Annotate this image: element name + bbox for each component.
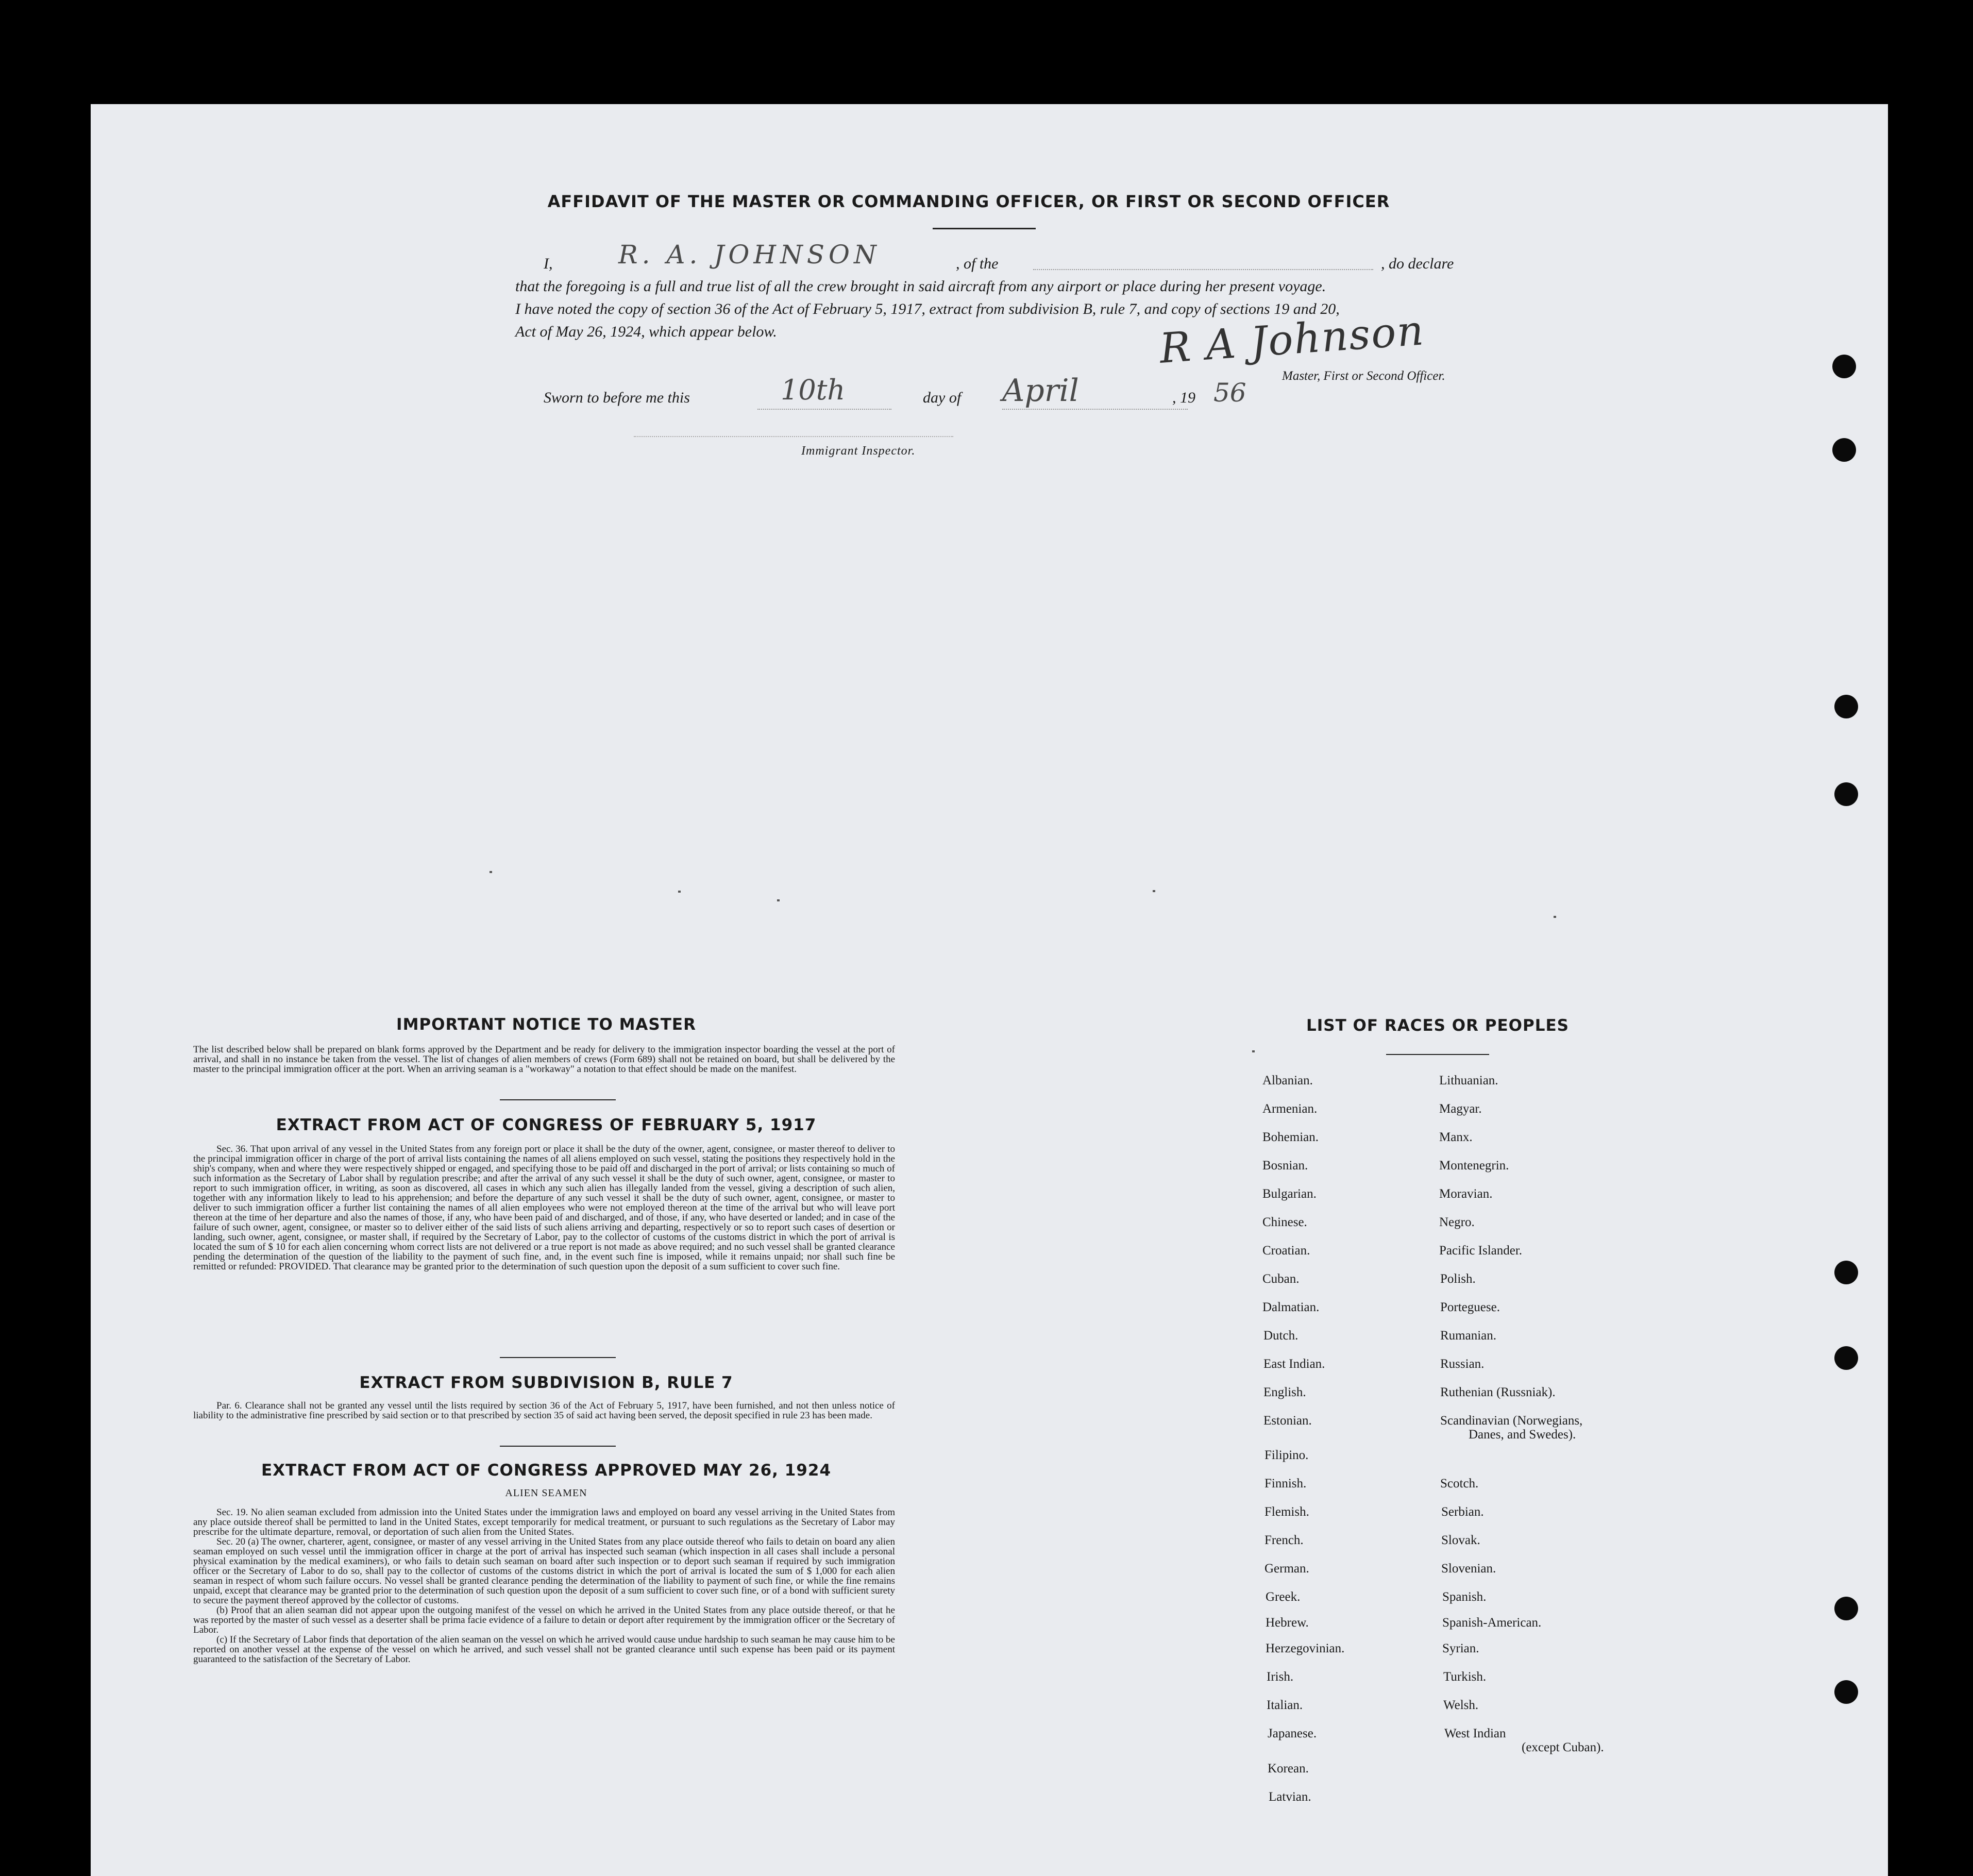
inspector-signature-line <box>634 436 953 437</box>
race-item: Russian. <box>1440 1357 1485 1371</box>
race-item: Welsh. <box>1443 1698 1479 1712</box>
punch-hole <box>1834 1597 1858 1620</box>
sworn-month: April <box>1002 373 1079 409</box>
race-item: Polish. <box>1440 1272 1476 1286</box>
title-rule <box>933 228 1036 229</box>
notice-text: The list described below shall be prepared on blank forms approved by the Department and be ready for delivery to the immigration inspector boarding the vessel at the port of arrival, and shall in no instance be taken from the vessel. The list of changes of alien members of crews (Form 689) shall not be retained on board, but shall be delivered by the master to the principal immigration officer at the port. When an arriving seaman is a "workaway" a notation to that effect should be made on the manifest. <box>193 1044 895 1075</box>
race-item: Albanian. <box>1262 1074 1313 1087</box>
signature-caption: Master, First or Second Officer. <box>1282 369 1445 383</box>
scan-speck <box>1153 890 1155 892</box>
section-rule <box>500 1446 616 1447</box>
scan-speck <box>777 899 780 901</box>
race-item: West Indian <box>1444 1727 1506 1740</box>
race-item: Scotch. <box>1440 1477 1479 1490</box>
day-line <box>757 409 891 410</box>
of-the-label: , of the <box>956 255 999 272</box>
scan-speck <box>1252 1050 1255 1052</box>
extract-1917-text: Sec. 36. That upon arrival of any vessel in the United States from any foreign port or place it shall be the duty of the owner, agent, consignee, or master thereof to deliver to the principal immigration officer in charge of the port of arrival lists containing the names of all aliens employed on such vessel, stating the positions they respectively hold in the ship's company, when and where they were respectively shipped or engaged, and specifying those to be paid off and discharged in the port of arrival; or lists containing so much of such information as the Secretary of Labor shall by regulation prescribe; and after the arrival of any such vessel it shall be the duty of such owner, agent, consignee, or master to report to such immigration officer, in writing, as soon as discovered, all cases in which any such alien has illegally landed from the vessel, giving a description of such alien, together with any information likely to lead to his apprehension; and before the departure of any such vessel it shall be the duty of such owner, agent, consignee, or master to deliver to such immigration officer a further list containing the names of all alien employees who were not employed thereon at the time of the arrival but who will leave port thereon at the time of her departure and also the names of those, if any, who have been paid of and discharged, and of those, if any, who have deserted or landed; and in case of the failure of such owner, agent, consignee, or master so to deliver either of the said lists of such aliens arriving and departing, respectively or so to report such cases of desertion or landing, such owner, agent, consignee, or master shall, if required by the Secretary of Labor, pay to the collector of customs of the customs district in which the port of arrival is located the sum of $ 10 for each alien concerning whom correct lists are not delivered or a true report is not made as above required; and no such vessel shall be granted clearance pending the determination of the question of the liability to the payment of such fine, and, in the event such fine is imposed, while it remains unpaid; nor shall such fine be remitted or refunded: PROVIDED. That clearance may be granted prior to the determination of such question upon the deposit of a sum sufficient to cover such fine. <box>193 1144 895 1272</box>
race-item: Slovenian. <box>1441 1562 1496 1576</box>
race-item: Ruthenian (Russniak). <box>1440 1385 1556 1399</box>
race-item: Montenegrin. <box>1439 1159 1509 1172</box>
extract-1924-title: EXTRACT FROM ACT OF CONGRESS APPROVED MAY 26, 1924 <box>261 1461 832 1480</box>
race-item: Bosnian. <box>1262 1159 1308 1172</box>
race-item: Cuban. <box>1262 1272 1300 1286</box>
scan-speck <box>1554 916 1556 918</box>
master-signature: R A Johnson <box>1158 306 1426 373</box>
race-item: Italian. <box>1267 1698 1303 1712</box>
race-item: Bohemian. <box>1262 1130 1319 1144</box>
race-item: East Indian. <box>1263 1357 1325 1371</box>
extract-1924-subtitle: ALIEN SEAMEN <box>505 1487 587 1499</box>
month-line <box>1002 409 1188 410</box>
year-prefix: , 19 <box>1172 389 1195 406</box>
inspector-caption: Immigrant Inspector. <box>801 444 916 458</box>
affidavit-i-label: I, <box>544 255 553 272</box>
punch-hole <box>1834 1346 1858 1370</box>
do-declare-label: , do declare <box>1381 255 1454 272</box>
extract-rule7-title: EXTRACT FROM SUBDIVISION B, RULE 7 <box>359 1373 733 1392</box>
sworn-label: Sworn to before me this <box>544 389 690 406</box>
punch-hole <box>1834 695 1858 718</box>
race-item: Turkish. <box>1443 1670 1487 1684</box>
race-item: Flemish. <box>1264 1505 1309 1519</box>
punch-hole <box>1834 782 1858 806</box>
race-item: English. <box>1263 1385 1306 1399</box>
punch-hole <box>1832 355 1856 378</box>
race-item: French. <box>1264 1533 1304 1547</box>
race-item: Dutch. <box>1263 1329 1299 1343</box>
affidavit-line-4: Act of May 26, 1924, which appear below. <box>515 323 777 340</box>
punch-hole <box>1832 438 1856 462</box>
race-item: Japanese. <box>1268 1727 1317 1740</box>
extract-rule7-text: Par. 6. Clearance shall not be granted any vessel until the lists required by section 36 of the Act of February 5, 1917, have been furnished, and not then unless notice of liability to the administrative fine prescribed by said section or to that prescribed by section 35 of said act having been served, the deposit specified in rule 23 has been made. <box>193 1400 895 1421</box>
race-item: Moravian. <box>1439 1187 1493 1201</box>
race-item: Croatian. <box>1262 1244 1310 1258</box>
sec-20a-text: Sec. 20 (a) The owner, charterer, agent, consignee, or master of any vessel arriving in the United States from any place outside thereof who fails to detain on board any alien seaman employed on such vessel until the immigration officer in charge at the port of arrival has inspected such seaman (which inspection in all cases shall include a personal physical examination by the medical examiners), or who fails to detain such seaman on board after such inspection or to deport such seaman if required by such immigration officer or the Secretary of Labor to do so, shall pay to the collector of customs of the customs district in which the port of arrival is located the sum of $ 1,000 for each alien seaman in respect of whom such failure occurs. No vessel shall be granted clearance pending the determination of the liability to payment of such fine, or while the fine remains unpaid, except that clearance may be granted prior to the determination of such question upon the deposit of a sum sufficient to cover such fine, or of a bond with sufficient surety to secure the payment thereof approved by the collector of customs. <box>193 1536 895 1606</box>
race-item: Spanish-American. <box>1442 1616 1542 1630</box>
race-item: Slovak. <box>1441 1533 1480 1547</box>
race-item: Rumanian. <box>1440 1329 1497 1343</box>
race-item: Manx. <box>1439 1130 1473 1144</box>
race-item: Filipino. <box>1264 1448 1309 1462</box>
race-item: Chinese. <box>1262 1215 1307 1229</box>
affidavit-line-3: I have noted the copy of section 36 of the Act of February 5, 1917, extract from subdivision B, rule 7, and copy of sections 19 and 20, <box>515 300 1340 317</box>
race-item: Latvian. <box>1269 1790 1311 1804</box>
race-item: Bulgarian. <box>1262 1187 1317 1201</box>
race-item: Syrian. <box>1442 1641 1479 1655</box>
race-item: Negro. <box>1439 1215 1475 1229</box>
extract-1917-title: EXTRACT FROM ACT OF CONGRESS OF FEBRUARY 5, 1917 <box>276 1116 817 1134</box>
vessel-name-line <box>1033 268 1373 270</box>
extract-1924-body <box>193 1507 895 1664</box>
races-title-rule <box>1386 1054 1489 1055</box>
affidavit-title: AFFIDAVIT OF THE MASTER OR COMMANDING OFFICER, OR FIRST OR SECOND OFFICER <box>547 192 1390 211</box>
race-item: German. <box>1264 1562 1309 1576</box>
sworn-day: 10th <box>781 374 846 406</box>
race-item: Scandinavian (Norwegians, <box>1440 1414 1583 1428</box>
race-item: Greek. <box>1266 1590 1301 1604</box>
race-item: Pacific Islander. <box>1439 1244 1523 1258</box>
scan-speck <box>678 891 681 893</box>
race-item: Estonian. <box>1263 1414 1312 1428</box>
affidavit-line-2: that the foregoing is a full and true list of all the crew brought in said aircraft from any airport or place during her present voyage. <box>515 278 1326 295</box>
race-item: Serbian. <box>1441 1505 1484 1519</box>
notice-title: IMPORTANT NOTICE TO MASTER <box>396 1015 696 1034</box>
punch-hole <box>1834 1680 1858 1704</box>
sec-20b-text: (b) Proof that an alien seaman did not appear upon the outgoing manifest of the vessel on which he arrived in the United States from any place outside thereof, or that he was reported by the master of such vessel as a deserter shall be prima facie evidence of a failure to detain or deport after requirement by the immigration officer or the Secretary of Labor. <box>193 1605 895 1635</box>
scan-speck <box>490 871 492 873</box>
declarant-name: R. A. JOHNSON <box>618 240 881 270</box>
race-item: Korean. <box>1268 1762 1309 1775</box>
race-item: Porteguese. <box>1440 1300 1500 1314</box>
sec-19-text: Sec. 19. No alien seaman excluded from admission into the United States under the immigration laws and employed on board any vessel arriving in the United States from any place outside thereof shall be permitted to land in the United States, except temporarily for medical treatment, or pursuant to such regulations as the Secretary of Labor may prescribe for the ultimate departure, removal, or deportation of such alien from the United States. <box>193 1507 895 1537</box>
section-rule <box>500 1099 616 1100</box>
race-item: Hebrew. <box>1266 1616 1309 1630</box>
race-item: Armenian. <box>1262 1102 1318 1116</box>
race-item: Danes, and Swedes). <box>1469 1428 1576 1442</box>
punch-hole <box>1834 1261 1858 1284</box>
sec-20c-text: (c) If the Secretary of Labor finds that deportation of the alien seaman on the vessel on which he arrived would cause undue hardship to such seaman he may cause him to be reported on another vessel at the expense of the vessel on which he arrived, and such vessel shall not be granted clearance until such expense has been paid or its payment guaranteed to the satisfaction of the Secretary of Labor. <box>193 1634 895 1665</box>
sworn-year: 56 <box>1213 378 1246 408</box>
race-item: Lithuanian. <box>1439 1074 1498 1087</box>
race-item: Magyar. <box>1439 1102 1482 1116</box>
day-of-label: day of <box>923 389 962 406</box>
race-item: Herzegovinian. <box>1266 1641 1345 1655</box>
race-item: Spanish. <box>1442 1590 1487 1604</box>
section-rule <box>500 1357 616 1358</box>
races-title: LIST OF RACES OR PEOPLES <box>1306 1016 1570 1035</box>
sworn-line <box>544 373 1265 420</box>
race-item: Finnish. <box>1264 1477 1307 1490</box>
race-item: Irish. <box>1267 1670 1294 1684</box>
race-item: Dalmatian. <box>1262 1300 1320 1314</box>
race-item: (except Cuban). <box>1522 1740 1604 1754</box>
